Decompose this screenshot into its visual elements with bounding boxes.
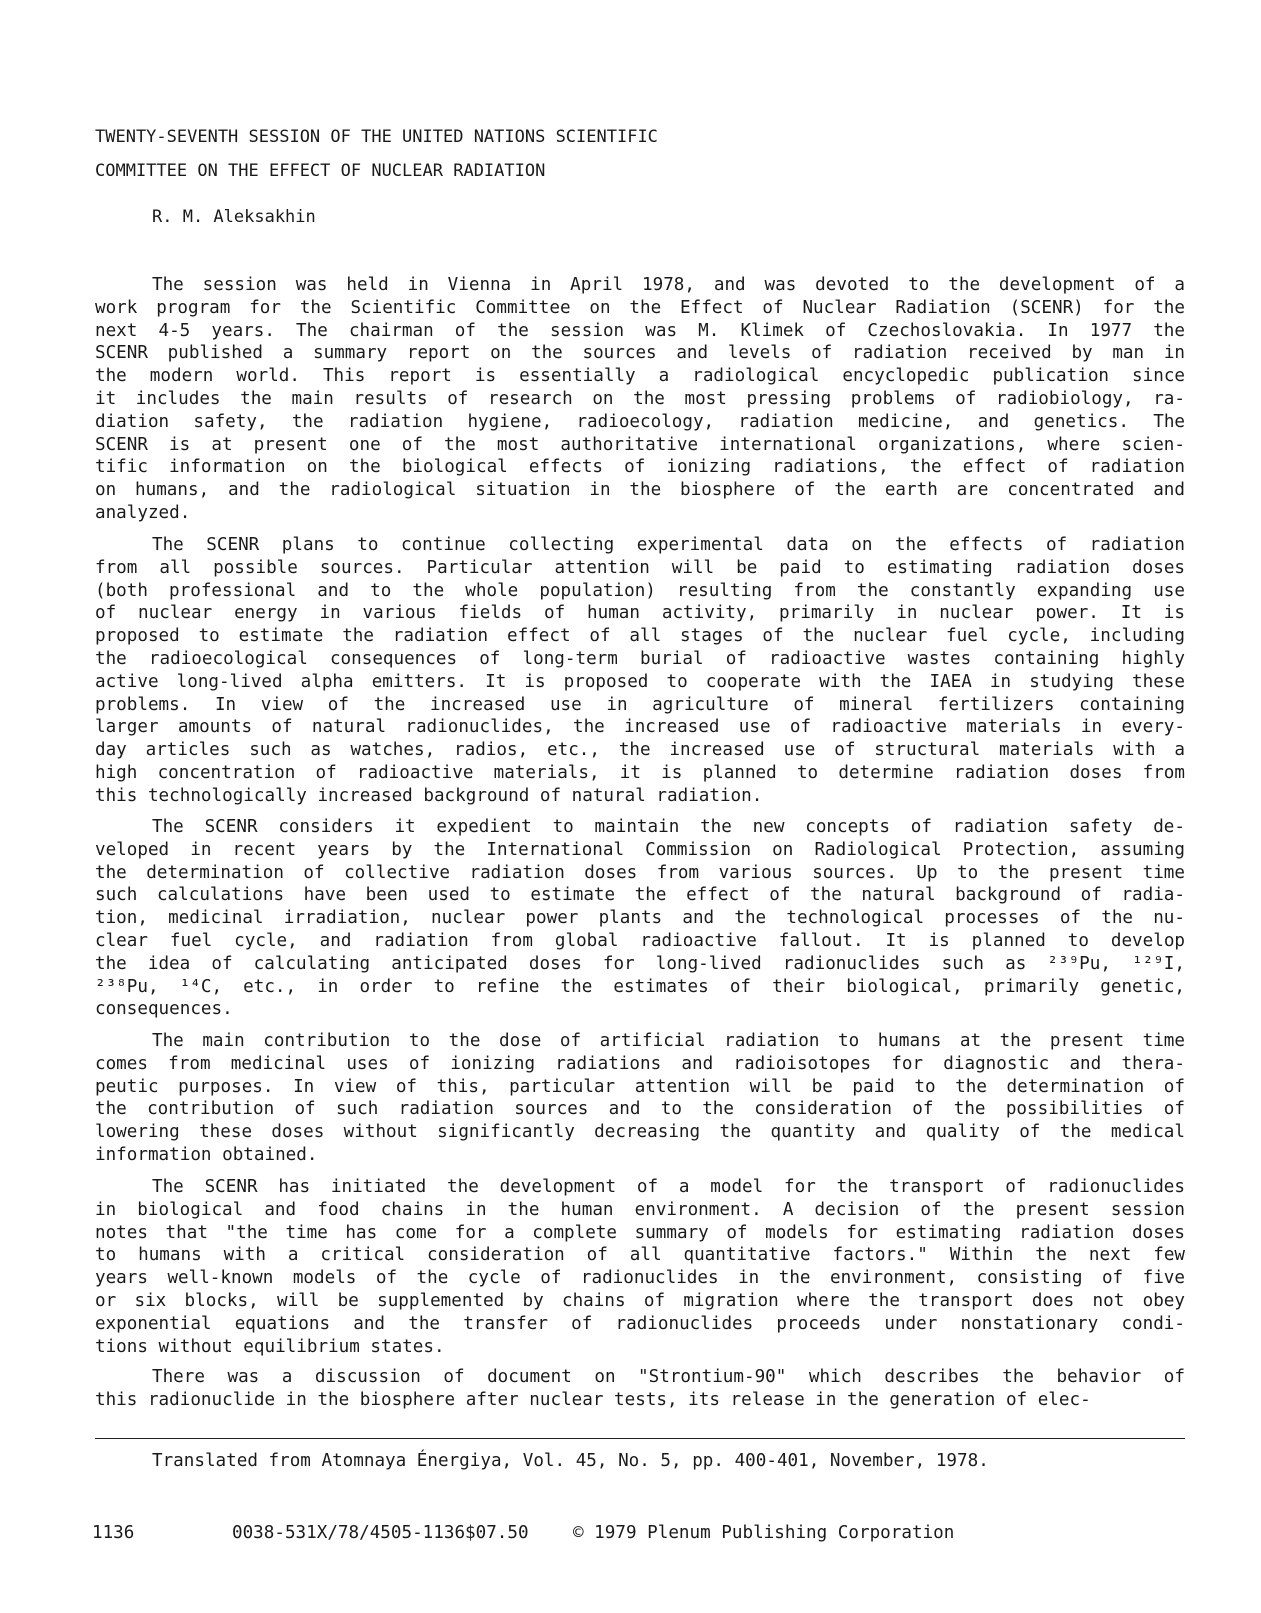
paragraph-line: active long-lived alpha emitters. It is proposed to cooperate with the IAEA in studying these — [95, 671, 1185, 692]
copyright: © 1979 Plenum Publishing Corporation — [573, 1523, 955, 1543]
paragraph-line: this technologically increased background of natural radiation. — [95, 785, 763, 806]
paragraph-line: diation safety, the radiation hygiene, radioecology, radiation medicine, and genetics. The — [95, 411, 1185, 432]
paragraph — [95, 1030, 1185, 1167]
paragraph-line: ²³⁸Pu, ¹⁴C, etc., in order to refine the estimates of their biological, primarily genetic, — [95, 976, 1185, 997]
paragraph — [95, 534, 1185, 808]
paragraph-line: tific information on the biological effects of ionizing radiations, the effect of radiation — [95, 457, 1185, 478]
paragraph-line: exponential equations and the transfer of radionuclides proceeds under nonstationary condi- — [95, 1313, 1185, 1334]
paragraph-line: There was a discussion of document on "Strontium-90" which describes the behavior of — [152, 1367, 1185, 1387]
paragraph-line: such calculations have been used to estimate the effect of the natural background of radia- — [95, 885, 1185, 906]
paragraph-line: comes from medicinal uses of ionizing radiations and radioisotopes for diagnostic and thera- — [95, 1053, 1185, 1074]
paragraph-line: of nuclear energy in various fields of human activity, primarily in nuclear power. It is — [95, 603, 1185, 624]
paragraph-line: peutic purposes. In view of this, particular attention will be paid to the determination of — [95, 1076, 1185, 1097]
paragraph-line: work program for the Scientific Committee on the Effect of Nuclear Radiation (SCENR) for the — [95, 297, 1185, 318]
paragraph-line: The main contribution to the dose of artificial radiation to humans at the present time — [152, 1031, 1185, 1051]
paragraph-line: veloped in recent years by the International Commission on Radiological Protection, assuming — [95, 839, 1185, 860]
paragraph-line: high concentration of radioactive materials, it is planned to determine radiation doses from — [95, 762, 1185, 783]
paragraph-line: larger amounts of natural radionuclides, the increased use of radioactive materials in every- — [95, 717, 1185, 738]
paragraph-line: it includes the main results of research on the most pressing problems of radiobiology, ra- — [95, 388, 1185, 409]
footnote-rule — [95, 1438, 1185, 1439]
paragraph — [95, 1366, 1185, 1412]
paragraph-line: clear fuel cycle, and radiation from global radioactive fallout. It is planned to develop — [95, 930, 1185, 951]
paragraph-line: SCENR published a summary report on the sources and levels of radiation received by man in — [95, 343, 1185, 364]
paragraph-line: information obtained. — [95, 1144, 318, 1165]
paragraph-line: The session was held in Vienna in April 1978, and was devoted to the development of a — [152, 275, 1185, 295]
paragraph — [95, 1176, 1185, 1358]
paragraph-line: tions without equilibrium states. — [95, 1336, 445, 1357]
paragraph-line: this radionuclide in the biosphere after nuclear tests, its release in the generation of elec- — [95, 1389, 1091, 1410]
paragraph-line: lowering these doses without significantly decreasing the quantity and quality of the medical — [95, 1122, 1185, 1143]
paragraph-line: or six blocks, will be supplemented by chains of migration where the transport does not obey — [95, 1290, 1185, 1311]
title-line-1: TWENTY-SEVENTH SESSION OF THE UNITED NATIONS SCIENTIFIC — [95, 127, 658, 147]
article-code: 0038-531X/78/4505-1136$07.50 — [232, 1523, 529, 1543]
paragraph-line: the radioecological consequences of long-term burial of radioactive wastes containing highly — [95, 648, 1185, 669]
paragraph-line: notes that "the time has come for a complete summary of models for estimating radiation doses — [95, 1222, 1185, 1243]
author: R. M. Aleksakhin — [152, 207, 316, 227]
paragraph-line: the determination of collective radiation doses from various sources. Up to the present time — [95, 862, 1185, 883]
paragraph-line: the modern world. This report is essentially a radiological encyclopedic publication since — [95, 366, 1185, 387]
paragraph-line: proposed to estimate the radiation effect of all stages of the nuclear fuel cycle, including — [95, 626, 1185, 647]
paragraph-line: to humans with a critical consideration of all quantitative factors." Within the next few — [95, 1245, 1185, 1266]
paragraph-line: consequences. — [95, 999, 233, 1020]
paragraph-line: analyzed. — [95, 502, 191, 523]
title-line-2: COMMITTEE ON THE EFFECT OF NUCLEAR RADIATION — [95, 161, 546, 181]
page-number: 1136 — [92, 1523, 135, 1543]
paragraph-line: next 4-5 years. The chairman of the session was M. Klimek of Czechoslovakia. In 1977 the — [95, 320, 1185, 341]
paragraph-line: The SCENR considers it expedient to maintain the new concepts of radiation safety de- — [152, 817, 1185, 837]
paragraph-line: (both professional and to the whole population) resulting from the constantly expanding use — [95, 580, 1185, 601]
paragraph-line: The SCENR plans to continue collecting experimental data on the effects of radiation — [152, 535, 1185, 555]
paragraph-line: day articles such as watches, radios, etc., the increased use of structural materials with a — [95, 740, 1185, 761]
paragraph-line: the idea of calculating anticipated doses for long-lived radionuclides such as ²³⁹Pu, ¹²⁹I, — [95, 953, 1185, 974]
footnote: Translated from Atomnaya Énergiya, Vol. 45, No. 5, pp. 400-401, November, 1978. — [152, 1451, 989, 1471]
paragraph-line: problems. In view of the increased use in agriculture of mineral fertilizers containing — [95, 694, 1185, 715]
paragraph-line: on humans, and the radiological situation in the biosphere of the earth are concentrated and — [95, 480, 1185, 501]
paragraph-line: The SCENR has initiated the development of a model for the transport of radionuclides — [152, 1177, 1185, 1197]
paragraph-line: from all possible sources. Particular attention will be paid to estimating radiation doses — [95, 557, 1185, 578]
paragraph-line: the contribution of such radiation sources and to the consideration of the possibilities of — [95, 1099, 1185, 1120]
paragraph-line: years well-known models of the cycle of radionuclides in the environment, consisting of five — [95, 1268, 1185, 1289]
paragraph-line: SCENR is at present one of the most authoritative international organizations, where scien- — [95, 434, 1185, 455]
paragraph-line: in biological and food chains in the human environment. A decision of the present session — [95, 1199, 1185, 1220]
paragraph — [95, 816, 1185, 1021]
paragraph-line: tion, medicinal irradiation, nuclear power plants and the technological processes of the nu- — [95, 908, 1185, 929]
paragraph — [95, 274, 1185, 525]
